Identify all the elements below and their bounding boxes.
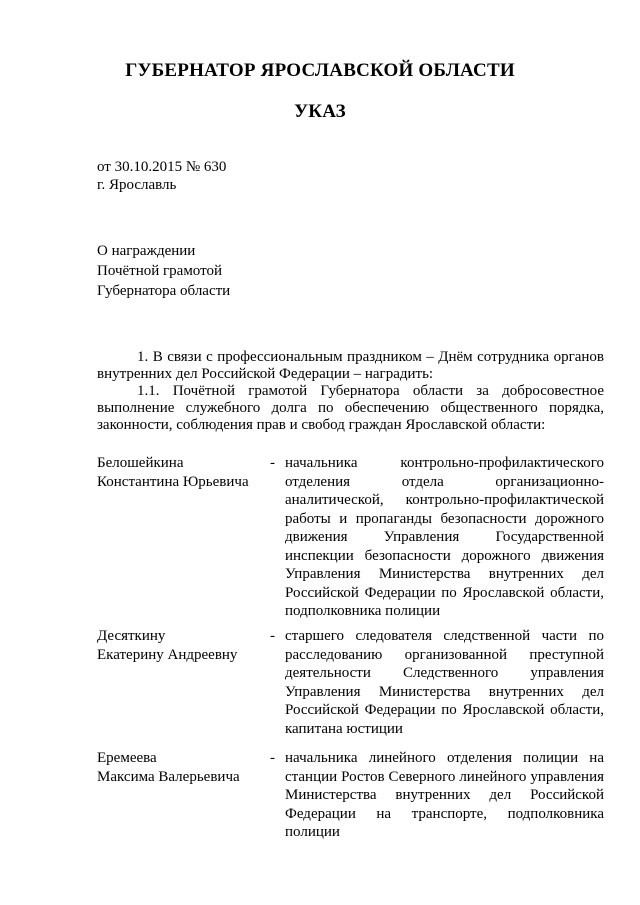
awardee-name <box>97 749 267 786</box>
subject-line: Губернатора области <box>97 283 231 299</box>
awardee-surname: Десяткину <box>97 628 166 644</box>
decree-body <box>97 349 604 434</box>
awardee-description: начальника линейного отделения полиции на станции Ростов Северного линейного управления Министерства внутренних дел Российской Федерации на транспорте, подполковника полиции <box>285 750 604 840</box>
paragraph-1: 1. В связи с профессиональным праздником – Днём сотрудника органов внутренних дел Российской Федерации – наградить: <box>97 349 604 382</box>
awardee-given-names: Константина Юрьевича <box>97 473 249 490</box>
awardee-name <box>97 627 267 664</box>
awardee-description: старшего следователя следственной части по расследованию организованной преступной деятельности Следственного управления Управления Министерства внутренних дел Российской Федерации по Ярославской области, капитана юстиции <box>285 628 604 737</box>
governor-title: ГУБЕРНАТОР ЯРОСЛАВСКОЙ ОБЛАСТИ <box>125 60 515 81</box>
subject-line: О награждении <box>97 243 196 259</box>
awardee-description: начальника контрольно-профилактического отделения отдела организационно-аналитической, контрольно-профилактической работы и пропаганды безопасности дорожного движения Управления Государственной инспекции безопасности дорожного движения Управления Министерства внутренних дел Российской Федерации по Ярославской области, подполковника полиции <box>285 455 604 619</box>
decree-title: УКАЗ <box>294 101 346 122</box>
awardee-surname: Белошейкина <box>97 455 184 471</box>
decree-city: г. Ярославль <box>97 177 177 193</box>
subject-line: Почётной грамотой <box>97 263 222 279</box>
paragraph-1-1: 1.1. Почётной грамотой Губернатора области за добросовестное выполнение служебного долга по обеспечению общественного порядка, законности, соблюдения прав и свобод граждан Ярославской области: <box>97 383 604 433</box>
decree-date-number: от 30.10.2015 № 630 <box>97 159 227 175</box>
decree-subject <box>97 241 230 301</box>
awardee-given-names: Екатерину Андреевну <box>97 646 238 663</box>
awardee-name <box>97 454 267 491</box>
awardee-dash: - <box>270 455 275 471</box>
awardee-dash: - <box>270 628 275 644</box>
awardee-given-names: Максима Валерьевича <box>97 768 240 785</box>
awardee-dash: - <box>270 750 275 766</box>
awardee-surname: Еремеева <box>97 750 157 766</box>
